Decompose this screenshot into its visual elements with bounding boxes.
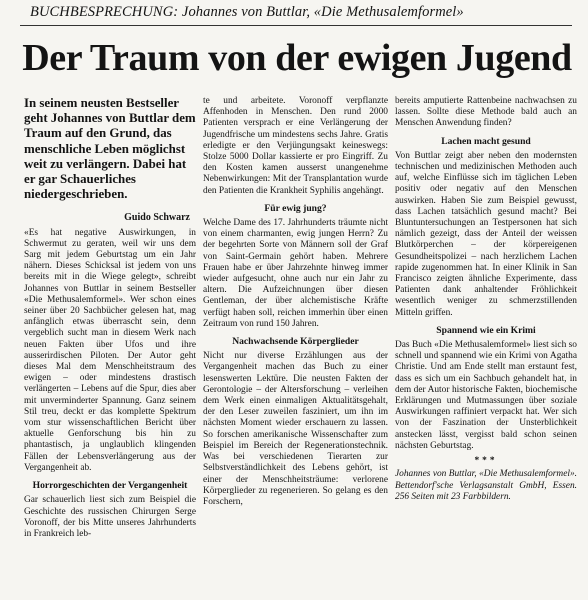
column-3-paragraph-1: bereits amputierte Rattenbeine nachwachsen zu lassen. Sollte diese Methode bald auch an Menschen Anwendung finden? [395,96,577,129]
top-rule [20,25,572,26]
column-2-paragraph-2: Welche Dame des 17. Jahrhunderts träumte nicht von einem charmanten, ewig jungen Herrn? Zu der begehrten Sorte von Männern soll der Graf von Saint-Germain gehört haben. Mehrere Frauen habe er über Jahrzehnte hinweg immer wieder aufgesucht, ohne auch nur ein Jahr zu altern. Die Aufzeichnungen über diesen Gentleman, der über alchemistische Kräfte verfügt haben soll, reichen immerhin über einen Zeitraum von rund 150 Jahren. [203,218,388,329]
column-2 [203,96,388,508]
column-3 [395,96,577,503]
subhead-horrorgeschichten: Horrorgeschichten der Vergangenheit [32,480,188,492]
column-3-paragraph-2: Von Buttlar zeigt aber neben den modernsten technischen und medizinischen Methoden auch auf, welche Einflüsse sich im täglichen Leben positiv oder negativ auf den Menschen auswirken. Haben Sie zum Beispiel gewusst, dass Lachen tatsächlich gesund macht? Bei Bluntuntersuchungen an Testpersonen hat sich nämlich gezeigt, dass der Anteil der weissen Blutkörperchen – der körpereigenen Gesundheitspolizei – nach herzlichem Lachen rapide zugenommen hat. In einer Klinik in San Francisco zeigten ähnliche Experimente, dass Patienten dank anhaltender Fröhlichkeit wesentlich weniger zu schmerzstillenden Mitteln griffen. [395,150,577,318]
subhead-fuer-ewig-jung: Für ewig jung? [264,202,327,214]
article-headline: Der Traum von der ewigen Jugend [22,37,572,79]
subhead-krimi: Spannend wie ein Krimi [436,324,536,336]
article-kicker: BUCHBESPRECHUNG: Johannes von Buttlar, «Die Methusalemformel» [30,4,464,20]
article-author: Guido Schwarz [124,212,190,224]
column-3-paragraph-3: Das Buch «Die Methusalemformel» liest sich so schnell und spannend wie ein Krimi von Agatha Christie. Und am Ende stellt man erstaunt fest, dass es sich um ein Sachbuch gehandelt hat, in dem der Autor historische Fakten, biochemische Erklärungen und Mutmassungen über soziale Auswirkungen raffiniert verpackt hat. Wer sich von der Faszination der Unsterblichkeit anstecken lässt, vergisst bald schon seinen nächsten Geburtstag. [395,340,577,451]
column-1-paragraph-2: Gar schauerlich liest sich zum Beispiel die Geschichte des russischen Chirurgen Serge Voronoff, der bis Mitte unseres Jahrhunderts in Frankreich leb- [24,495,196,539]
column-1 [24,96,196,540]
subhead-koerperglieder: Nachwachsende Körperglieder [232,336,359,348]
subhead-lachen: Lachen macht gesund [441,135,531,147]
section-separator: *** [474,456,498,467]
article-lead: In seinem neusten Bestseller geht Johannes von Buttlar dem Traum auf den Grund, das menschliche Leben möglichst weit zu verlängern. Dabei hat er gar Schauerliches niedergeschrieben. [24,96,196,202]
column-2-paragraph-1: te und arbeitete. Voronoff verpflanzte Affenhoden in Menschen. Den rund 2000 Patienten versprach er eine Verlängerung der Jugendfrische um mindestens sechs Jahre. Gratis erledigte er den Verjüngungsakt keineswegs: Stolze 5000 Dollar kassierte er pro Eingriff. Zu den Kosten kamen ausserst unangenehme Nebenwirkungen: Mit der Transplantation wurde den Patienten die Krankheit Syphilis angehängt. [203,96,388,196]
book-reference: Johannes von Buttlar, «Die Methusalemformel». Bettendorf'sche Verlagsanstalt GmbH, Essen. 256 Seiten mit 23 Farbbildern. [395,469,577,502]
column-2-paragraph-3: Nicht nur diverse Erzählungen aus der Vergangenheit machen das Buch zu einer lesenswerten Lektüre. Die neusten Fakten der Gerontologie – der Altersforschung – verleihen dem Werk einen einmaligen Aktualitätsgehalt, der den Leser zuweilen fasziniert, um ihn im nächsten Moment wieder erschauern zu lassen. So forschen amerikanische Wissenschafter zum Beispiel im Bereich der Regenerationstechnik. Was bei verschiedenen Tierarten zur Selbstverständlichkeit des Lebens gehört, ist einer der Menschheitsträume: verlorene Körperglieder zu regenerieren. So gelang es den Forschern, [203,351,388,507]
column-1-paragraph-1: «Es hat negative Auswirkungen, in Schwermut zu geraten, weil wir uns dem Sarg mit jedem Geburtstag um ein Jahr nähern. Dieses Schicksal ist jedem von uns bereits mit in die Wiege gelegt», schreibt Johannes von Buttlar in seinem Bestseller «Die Methusalemformel». Wer schon eines seiner über 20 Sachbücher gelesen hat, mag anfänglich etwas überrascht sein, denn vergeblich sucht man in diesem Werk nach neuen Fakten über Ufos und ihre ausserirdischen Piloten. Der Autor geht dieses Mal dem Menschheitstraum des ewigen – oder mindestens drastisch verlängerten – Lebens auf die Spur, dies aber mit unverminderter Spannung. Ganz seinem Stil treu, deckt er das komplette Spektrum vom stur wissenschaftlichen Bericht über aktuelle Genforschung bis hin zu phantastisch, ja unglaublich klingenden Fällen der Lebensverlängerung aus der Vergangenheit ab. [24,227,196,473]
